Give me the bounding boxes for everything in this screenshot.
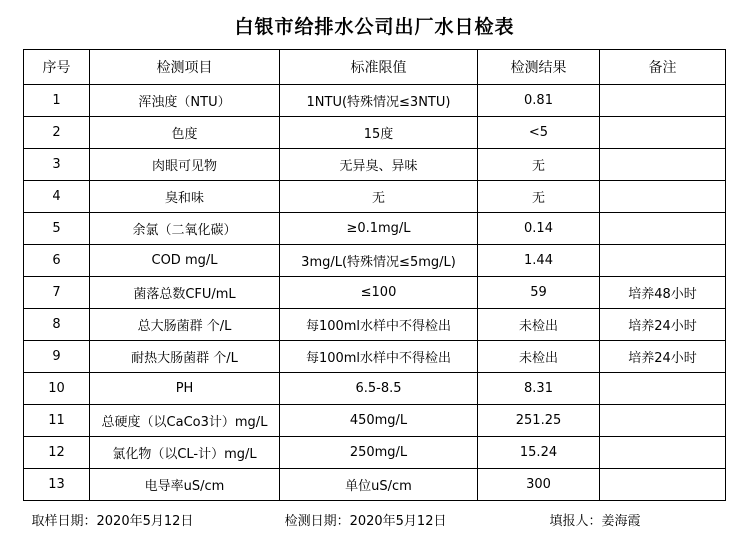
cell-result: 8.31 xyxy=(478,373,600,405)
cell-item: 菌落总数CFU/mL xyxy=(90,277,280,309)
table-row xyxy=(24,405,726,437)
cell-result: 1.44 xyxy=(478,245,600,277)
cell-result: 59 xyxy=(478,277,600,309)
table-row xyxy=(24,245,726,277)
cell-remark xyxy=(600,213,726,245)
cell-remark xyxy=(600,373,726,405)
cell-remark xyxy=(600,85,726,117)
cell-limit: 3mg/L(特殊情况≤5mg/L) xyxy=(280,245,478,277)
cell-limit: 1NTU(特殊情况≤3NTU) xyxy=(280,85,478,117)
table-header xyxy=(24,50,726,85)
cell-result: 251.25 xyxy=(478,405,600,437)
cell-no: 4 xyxy=(24,181,90,213)
cell-limit: 单位uS/cm xyxy=(280,469,478,501)
cell-item: 肉眼可见物 xyxy=(90,149,280,181)
column-header-result: 检测结果 xyxy=(478,50,600,85)
table-row xyxy=(24,213,726,245)
table-row xyxy=(24,181,726,213)
cell-no: 12 xyxy=(24,437,90,469)
column-header-remark: 备注 xyxy=(600,50,726,85)
cell-remark xyxy=(600,437,726,469)
column-header-limit: 标准限值 xyxy=(280,50,478,85)
cell-limit: ≤100 xyxy=(280,277,478,309)
cell-remark xyxy=(600,405,726,437)
cell-result: 0.14 xyxy=(478,213,600,245)
cell-item: 总大肠菌群 个/L xyxy=(90,309,280,341)
cell-limit: 无 xyxy=(280,181,478,213)
cell-no: 11 xyxy=(24,405,90,437)
table-header-row xyxy=(24,50,726,85)
cell-limit: 6.5-8.5 xyxy=(280,373,478,405)
table-row xyxy=(24,277,726,309)
cell-limit: 每100ml水样中不得检出 xyxy=(280,309,478,341)
cell-item: PH xyxy=(90,373,280,405)
cell-no: 7 xyxy=(24,277,90,309)
cell-result: 未检出 xyxy=(478,309,600,341)
cell-limit: 450mg/L xyxy=(280,405,478,437)
test-date: 检测日期：2020年5月12日 xyxy=(284,514,447,529)
cell-result: 300 xyxy=(478,469,600,501)
cell-result: 无 xyxy=(478,181,600,213)
table-row xyxy=(24,149,726,181)
cell-no: 10 xyxy=(24,373,90,405)
cell-remark: 培养48小时 xyxy=(600,277,726,309)
footer xyxy=(24,501,726,529)
cell-no: 2 xyxy=(24,117,90,149)
cell-remark: 培养24小时 xyxy=(600,341,726,373)
cell-no: 8 xyxy=(24,309,90,341)
cell-no: 1 xyxy=(24,85,90,117)
cell-item: 总硬度（以CaCo3计）mg/L xyxy=(90,405,280,437)
cell-no: 9 xyxy=(24,341,90,373)
cell-remark xyxy=(600,117,726,149)
table-row xyxy=(24,341,726,373)
cell-limit: 无异臭、异味 xyxy=(280,149,478,181)
cell-item: 氯化物（以CL-计）mg/L xyxy=(90,437,280,469)
cell-result: 未检出 xyxy=(478,341,600,373)
water-quality-table xyxy=(23,49,726,501)
cell-item: 臭和味 xyxy=(90,181,280,213)
cell-limit: ≥0.1mg/L xyxy=(280,213,478,245)
cell-remark xyxy=(600,469,726,501)
table-row xyxy=(24,469,726,501)
filler-name: 填报人：姜海霞 xyxy=(549,514,641,529)
cell-no: 5 xyxy=(24,213,90,245)
cell-item: 色度 xyxy=(90,117,280,149)
cell-remark xyxy=(600,149,726,181)
page-title: 白银市给排水公司出厂水日检表 xyxy=(234,16,515,38)
table-row xyxy=(24,373,726,405)
table-row xyxy=(24,437,726,469)
cell-result: <5 xyxy=(478,117,600,149)
cell-item: 余氯（二氧化碳） xyxy=(90,213,280,245)
table-row xyxy=(24,117,726,149)
cell-remark: 培养24小时 xyxy=(600,309,726,341)
column-header-no: 序号 xyxy=(24,50,90,85)
cell-item: COD mg/L xyxy=(90,245,280,277)
cell-item: 电导率uS/cm xyxy=(90,469,280,501)
cell-no: 13 xyxy=(24,469,90,501)
cell-item: 浑浊度（NTU） xyxy=(90,85,280,117)
cell-result: 无 xyxy=(478,149,600,181)
cell-remark xyxy=(600,181,726,213)
cell-remark xyxy=(600,245,726,277)
cell-result: 15.24 xyxy=(478,437,600,469)
cell-limit: 每100ml水样中不得检出 xyxy=(280,341,478,373)
cell-item: 耐热大肠菌群 个/L xyxy=(90,341,280,373)
cell-no: 3 xyxy=(24,149,90,181)
table-row xyxy=(24,85,726,117)
column-header-item: 检测项目 xyxy=(90,50,280,85)
table-row xyxy=(24,309,726,341)
cell-result: 0.81 xyxy=(478,85,600,117)
table-body xyxy=(24,85,726,501)
cell-limit: 15度 xyxy=(280,117,478,149)
sample-date: 取样日期：2020年5月12日 xyxy=(31,514,194,529)
cell-no: 6 xyxy=(24,245,90,277)
cell-limit: 250mg/L xyxy=(280,437,478,469)
